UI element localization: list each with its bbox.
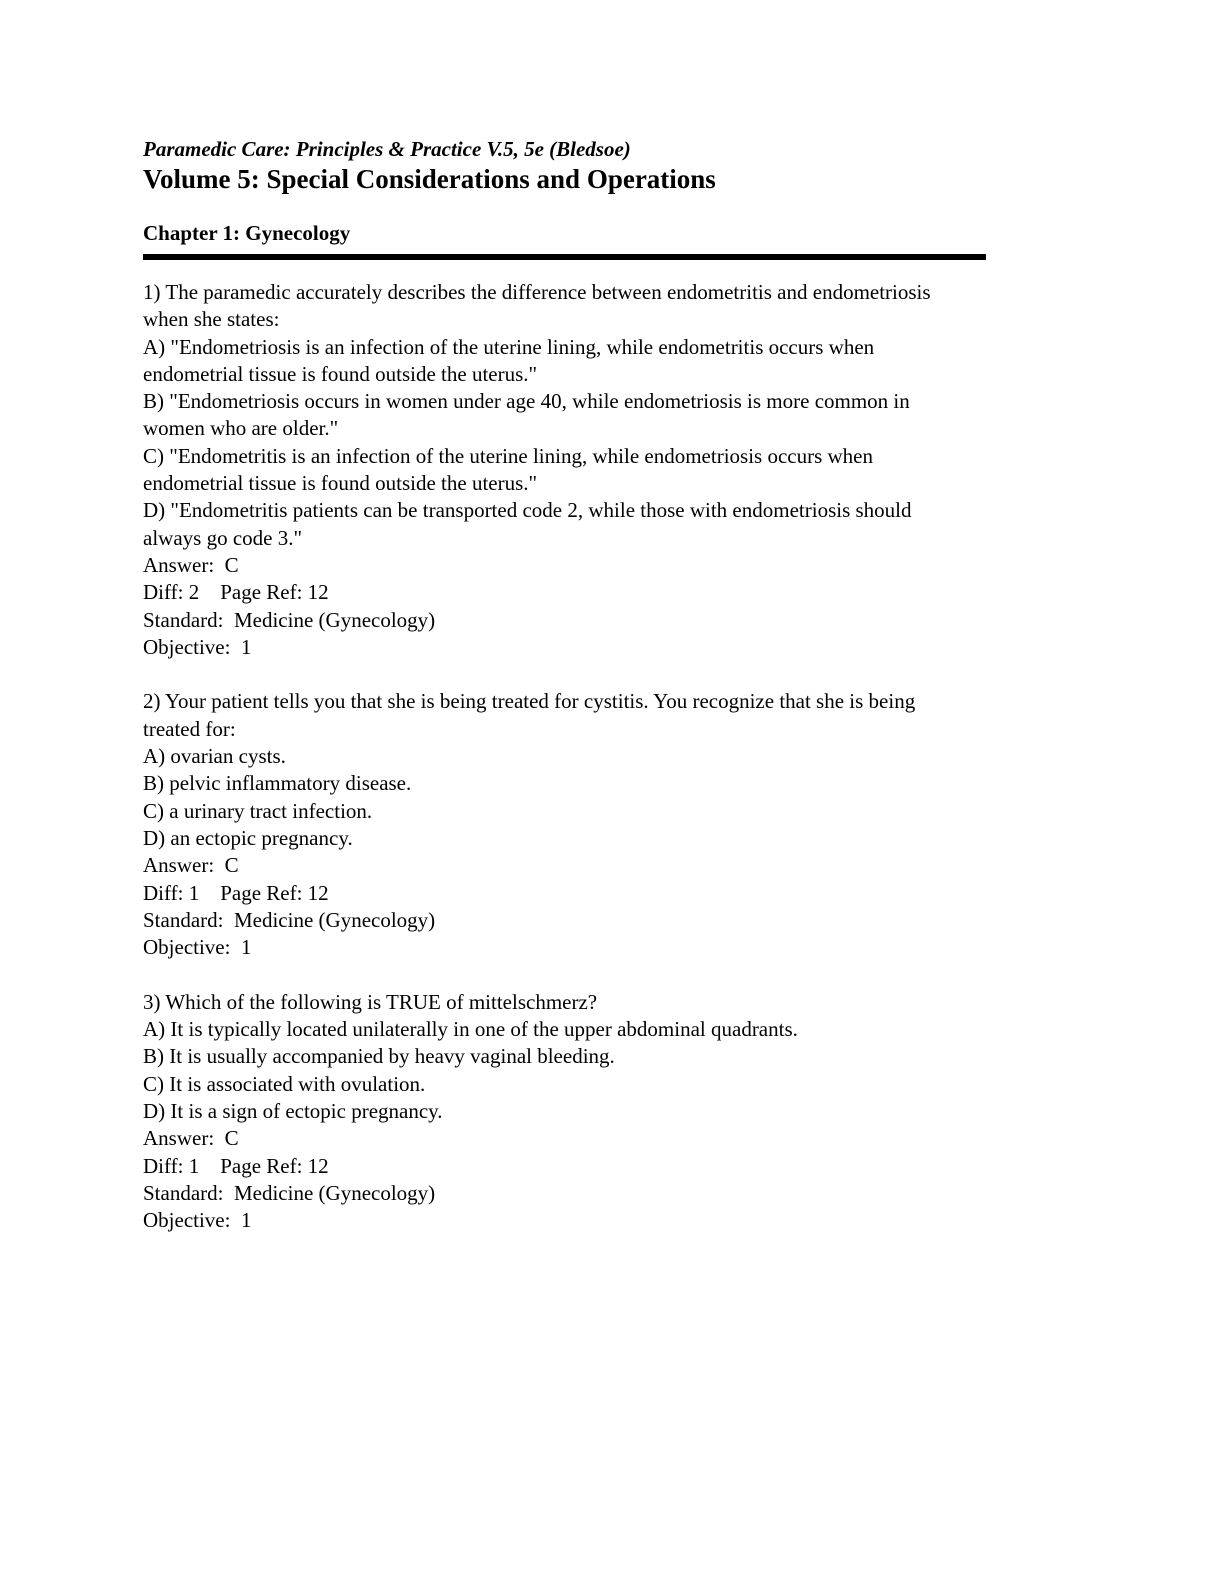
option-line: D) It is a sign of ectopic pregnancy.: [143, 1098, 443, 1123]
chapter-divider: [143, 254, 986, 260]
option-line: B) "Endometriosis occurs in women under age 40, while endometriosis is more common in: [143, 389, 910, 414]
standard-line: Standard: Medicine (Gynecology): [143, 1180, 436, 1205]
question-stem-line: 2) Your patient tells you that she is being treated for cystitis. You recognize that she is being: [143, 689, 916, 714]
option-line: A) "Endometriosis is an infection of the uterine lining, while endometritis occurs when: [143, 334, 875, 359]
option-line: A) It is typically located unilaterally in one of the upper abdominal quadrants.: [143, 1017, 798, 1042]
question-stem-line: 3) Which of the following is TRUE of mittelschmerz?: [143, 989, 598, 1014]
option-line: C) a urinary tract infection.: [143, 798, 373, 823]
objective-line: Objective: 1: [143, 1208, 252, 1233]
answer-line: Answer: C: [143, 853, 239, 878]
objective-line: Objective: 1: [143, 935, 252, 960]
option-line: C) It is associated with ovulation.: [143, 1071, 426, 1096]
question-stem-line: 1) The paramedic accurately describes the difference between endometritis and endometriosis: [143, 280, 931, 304]
objective-line: Objective: 1: [143, 634, 252, 659]
question-list: [143, 279, 1043, 1234]
option-line: A) ovarian cysts.: [143, 744, 286, 769]
document-page: [143, 135, 1043, 1262]
standard-line: Standard: Medicine (Gynecology): [143, 607, 436, 632]
option-line: always go code 3.": [143, 525, 303, 550]
option-line: D) "Endometritis patients can be transported code 2, while those with endometriosis should: [143, 498, 912, 523]
answer-line: Answer: C: [143, 552, 239, 577]
question-stem-line: when she states:: [143, 307, 280, 332]
difficulty-page-ref: Diff: 1 Page Ref: 12: [143, 880, 329, 905]
question-stem-line: treated for:: [143, 716, 236, 741]
option-line: women who are older.": [143, 416, 339, 441]
standard-line: Standard: Medicine (Gynecology): [143, 907, 436, 932]
question-1: [143, 279, 1043, 661]
option-line: B) pelvic inflammatory disease.: [143, 771, 412, 796]
difficulty-page-ref: Diff: 1 Page Ref: 12: [143, 1153, 329, 1178]
question-3: [143, 989, 1043, 1235]
option-line: endometrial tissue is found outside the uterus.": [143, 361, 538, 386]
chapter-title: Chapter 1: Gynecology: [143, 221, 351, 245]
volume-title: Volume 5: Special Considerations and Operations: [143, 164, 716, 194]
option-line: C) "Endometritis is an infection of the uterine lining, while endometriosis occurs when: [143, 443, 873, 468]
book-title: Paramedic Care: Principles & Practice V.5, 5e (Bledsoe): [143, 137, 631, 161]
option-line: B) It is usually accompanied by heavy vaginal bleeding.: [143, 1044, 615, 1069]
difficulty-page-ref: Diff: 2 Page Ref: 12: [143, 580, 329, 605]
option-line: endometrial tissue is found outside the uterus.": [143, 471, 538, 496]
answer-line: Answer: C: [143, 1126, 239, 1151]
option-line: D) an ectopic pregnancy.: [143, 825, 353, 850]
question-2: [143, 688, 1043, 961]
